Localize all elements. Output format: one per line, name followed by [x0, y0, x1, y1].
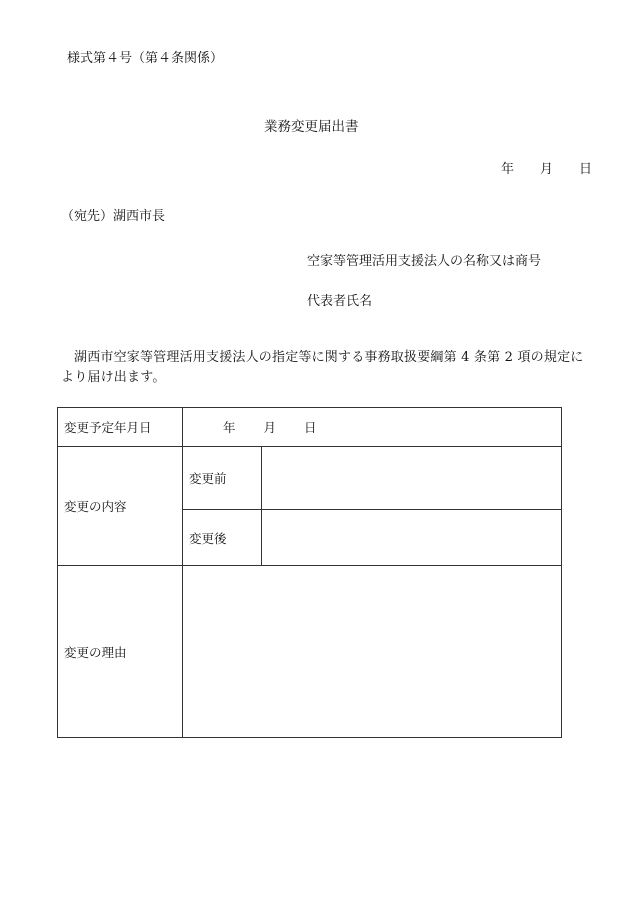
body-text: 湖西市空家等管理活用支援法人の指定等に関する事務取扱要綱第 4 条第 2 項の規定により届け出ます。: [61, 350, 584, 385]
table-row: [58, 408, 562, 447]
addressee: （宛先）湖西市長: [61, 209, 166, 224]
reason-value-field[interactable]: [183, 566, 562, 738]
date-year-label: 年: [500, 162, 514, 177]
after-label: 変更後: [183, 510, 262, 566]
date-day-label: 日: [578, 162, 592, 177]
before-value-field[interactable]: [262, 447, 562, 510]
scheduled-date-field[interactable]: [183, 408, 562, 447]
table-row: [58, 447, 562, 510]
scheduled-date-year: 年: [223, 420, 236, 435]
before-label: 変更前: [183, 447, 262, 510]
content-label: 変更の内容: [58, 447, 183, 566]
scheduled-date-label: 変更予定年月日: [58, 408, 183, 447]
date-month-label: 月: [539, 162, 553, 177]
document-title: 業務変更届出書: [264, 119, 359, 135]
corp-name-label: 空家等管理活用支援法人の名称又は商号: [307, 254, 542, 269]
representative-label: 代表者氏名: [307, 294, 373, 309]
scheduled-date-day: 日: [304, 420, 317, 435]
change-table: [57, 407, 562, 738]
reason-label: 変更の理由: [58, 566, 183, 738]
table-row: [58, 566, 562, 738]
scheduled-date-month: 月: [263, 420, 277, 435]
form-number: 様式第４号（第４条関係）: [67, 51, 224, 66]
submission-date: [501, 158, 592, 177]
after-value-field[interactable]: [262, 510, 562, 566]
